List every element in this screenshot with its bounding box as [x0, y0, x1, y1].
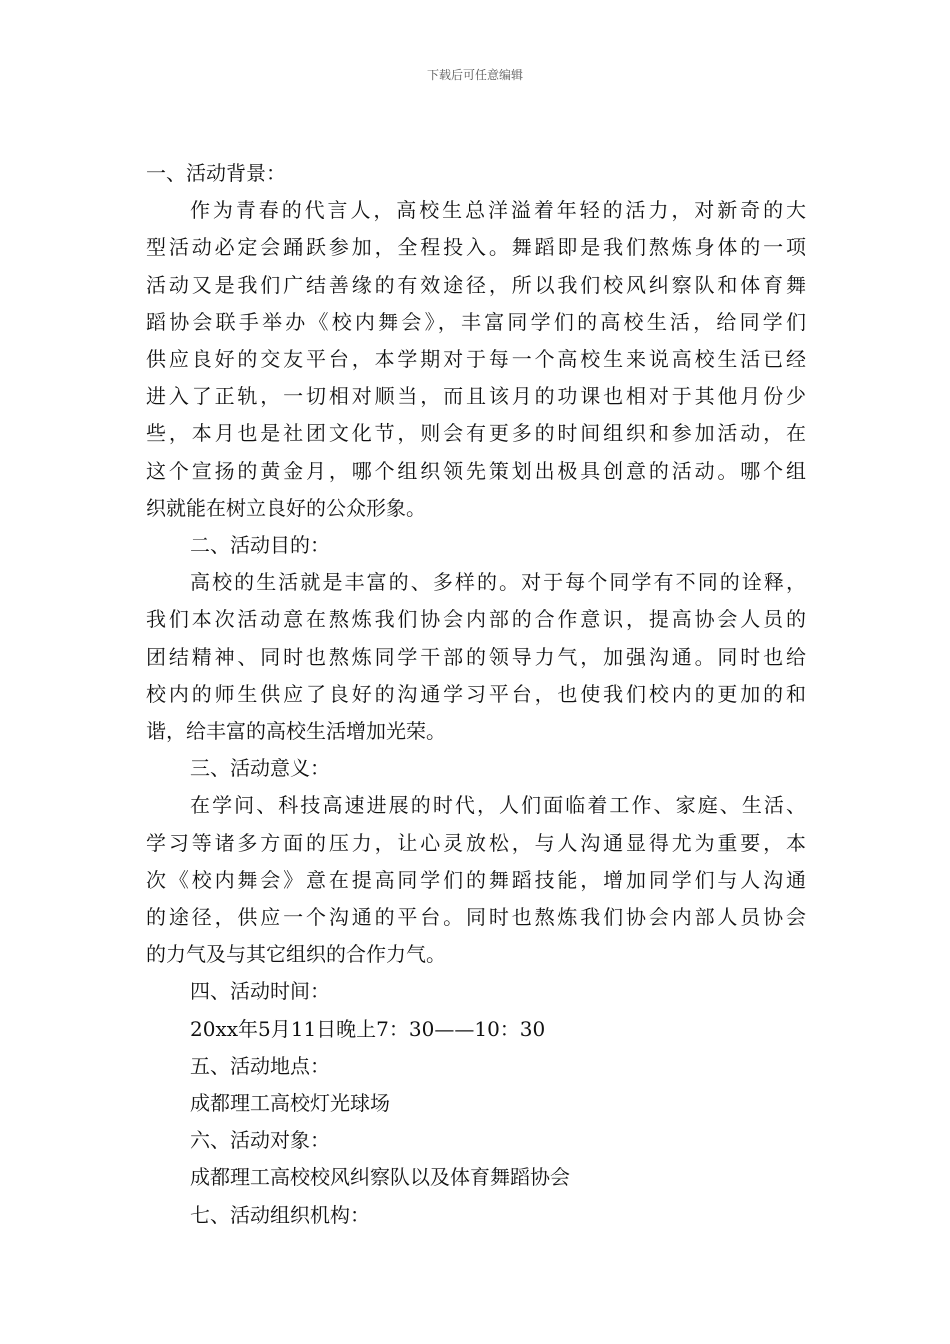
- section-heading-participants: 六、活动对象：: [190, 1128, 330, 1153]
- paragraph-line: 作为青春的代言人，高校生总洋溢着年轻的活力，对新奇的大: [190, 198, 806, 223]
- activity-location-value: 成都理工高校灯光球场: [190, 1091, 390, 1116]
- section-heading-organization: 七、活动组织机构：: [190, 1202, 370, 1227]
- paragraph-line: 型活动必定会踊跃参加，全程投入。舞蹈即是我们熬炼身体的一项: [146, 235, 806, 260]
- section-heading-significance: 三、活动意义：: [190, 756, 330, 781]
- paragraph-line: 进入了正轨，一切相对顺当，而且该月的功课也相对于其他月份少: [146, 384, 806, 409]
- page-header: 下载后可任意编辑: [426, 68, 523, 82]
- paragraph-line: 高校的生活就是丰富的、多样的。对于每个同学有不同的诠释，: [190, 570, 806, 595]
- paragraph-line: 这个宣扬的黄金月，哪个组织领先策划出极具创意的活动。哪个组: [146, 458, 806, 483]
- section-heading-background: 一、活动背景：: [146, 161, 286, 185]
- paragraph-line: 校内的师生供应了良好的沟通学习平台，也使我们校内的更加的和: [146, 681, 806, 706]
- activity-participants-value: 成都理工高校校风纠察队以及体育舞蹈协会: [190, 1165, 570, 1190]
- paragraph-line: 的力气及与其它组织的合作力气。: [146, 942, 446, 967]
- paragraph-line: 织就能在树立良好的公众形象。: [146, 495, 426, 520]
- section-heading-time: 四、活动时间：: [190, 979, 330, 1004]
- document-body: [146, 155, 806, 1234]
- paragraph-line: 学习等诸多方面的压力，让心灵放松，与人沟通显得尤为重要，本: [146, 830, 806, 855]
- paragraph-line: 蹈协会联手举办《校内舞会》，丰富同学们的高校生活，给同学们: [146, 309, 806, 334]
- section-heading-purpose: 二、活动目的：: [190, 533, 330, 558]
- paragraph-line: 活动又是我们广结善缘的有效途径，所以我们校风纠察队和体育舞: [146, 272, 806, 297]
- paragraph-line: 供应良好的交友平台，本学期对于每一个高校生来说高校生活已经: [146, 347, 806, 372]
- paragraph-line: 在学问、科技高速进展的时代，人们面临着工作、家庭、生活、: [190, 793, 806, 818]
- paragraph-line: 团结精神、同时也熬炼同学干部的领导力气，加强沟通。同时也给: [146, 644, 806, 669]
- section-heading-location: 五、活动地点：: [190, 1053, 330, 1078]
- paragraph-line: 些，本月也是社团文化节，则会有更多的时间组织和参加活动，在: [146, 421, 806, 446]
- paragraph-line: 我们本次活动意在熬炼我们协会内部的合作意识，提高协会人员的: [146, 607, 806, 632]
- paragraph-line: 的途径，供应一个沟通的平台。同时也熬炼我们协会内部人员协会: [146, 905, 806, 930]
- paragraph-line: 谐，给丰富的高校生活增加光荣。: [146, 719, 446, 744]
- paragraph-line: 次《校内舞会》意在提高同学们的舞蹈技能，增加同学们与人沟通: [146, 867, 806, 892]
- activity-time-value: 20xx年5月11日晚上7：30——10：30: [190, 1016, 546, 1041]
